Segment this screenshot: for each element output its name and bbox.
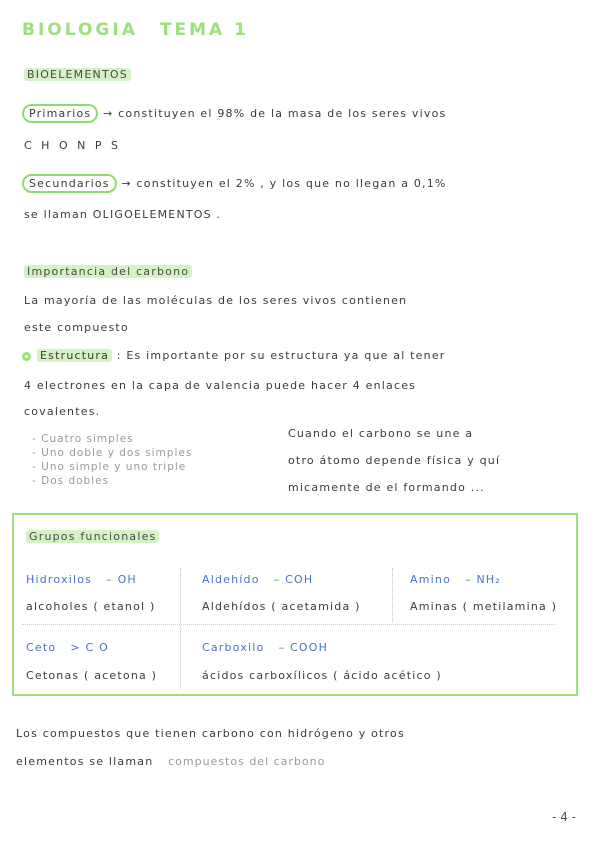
enlaces-list bbox=[32, 432, 192, 488]
estructura-label: Estructura bbox=[37, 349, 112, 362]
arrow-icon: → bbox=[121, 177, 132, 190]
conclusion-line1: Los compuestos que tienen carbono con hidrógeno y otros bbox=[16, 727, 405, 740]
grupo-carboxilo-example: ácidos carboxílicos ( ácido acético ) bbox=[202, 669, 442, 682]
divider bbox=[180, 568, 181, 690]
primarios-line bbox=[22, 107, 446, 120]
estructura-text: : Es importante por su estructura ya que al tener bbox=[116, 349, 446, 362]
primarios-text: constituyen el 98% de la masa de los seres vivos bbox=[118, 107, 447, 120]
divider bbox=[392, 568, 393, 622]
page-number: - 4 - bbox=[552, 810, 576, 824]
section-heading-grupos: Grupos funcionales bbox=[26, 530, 159, 543]
secundarios-line bbox=[22, 177, 447, 190]
grupo-carboxilo-name: Carboxilo – COOH bbox=[202, 641, 329, 654]
primarios-label: Primarios bbox=[22, 104, 98, 123]
grupo-hidroxilo-example: alcoholes ( etanol ) bbox=[26, 600, 156, 613]
divider bbox=[22, 624, 556, 625]
arrow-icon: → bbox=[103, 107, 114, 120]
title-subject: BIOLOGIA bbox=[22, 20, 138, 40]
carbono-line4: 4 electrones en la capa de valencia puede hacer 4 enlaces bbox=[24, 379, 417, 392]
list-item: - Uno simple y uno triple bbox=[32, 461, 187, 473]
section-heading-bioelementos: BIOELEMENTOS bbox=[24, 68, 131, 81]
carbono-line2: este compuesto bbox=[24, 321, 129, 334]
conclusion-line2: elementos se llaman compuestos del carbono bbox=[16, 755, 326, 768]
carbono-line1: La mayoría de las moléculas de los seres vivos contienen bbox=[24, 294, 408, 307]
primarios-elements: C H O N P S bbox=[24, 139, 121, 152]
section-heading-carbono: Importancia del carbono bbox=[24, 265, 192, 278]
page-title bbox=[22, 20, 249, 40]
list-item: - Dos dobles bbox=[32, 475, 110, 487]
grupo-aldehido-example: Aldehídos ( acetamida ) bbox=[202, 600, 361, 613]
title-topic: TEMA 1 bbox=[159, 20, 249, 40]
grupo-amino-name: Amino – NH₂ bbox=[410, 573, 501, 586]
secundarios-text: constituyen el 2% , y los que no llegan a 0,1% bbox=[136, 177, 447, 190]
grupo-ceto-example: Cetonas ( acetona ) bbox=[26, 669, 158, 682]
grupo-aldehido-name: Aldehído – COH bbox=[202, 573, 314, 586]
secundarios-label: Secundarios bbox=[22, 174, 117, 193]
grupo-amino-example: Aminas ( metilamina ) bbox=[410, 600, 558, 613]
carbono-line5: covalentes. bbox=[24, 405, 101, 418]
estructura-line bbox=[22, 349, 446, 362]
bullet-icon bbox=[22, 352, 31, 361]
grupo-hidroxilo-name: Hidroxilos – OH bbox=[26, 573, 137, 586]
list-item: - Uno doble y dos simples bbox=[32, 447, 193, 459]
carbono-note: Cuando el carbono se une a otro átomo depende física y quí micamente de el formando ... bbox=[288, 427, 501, 494]
list-item: - Cuatro simples bbox=[32, 433, 134, 445]
secundarios-line2: se llaman OLIGOELEMENTOS . bbox=[24, 208, 222, 221]
grupo-ceto-name: Ceto > C O bbox=[26, 641, 109, 654]
